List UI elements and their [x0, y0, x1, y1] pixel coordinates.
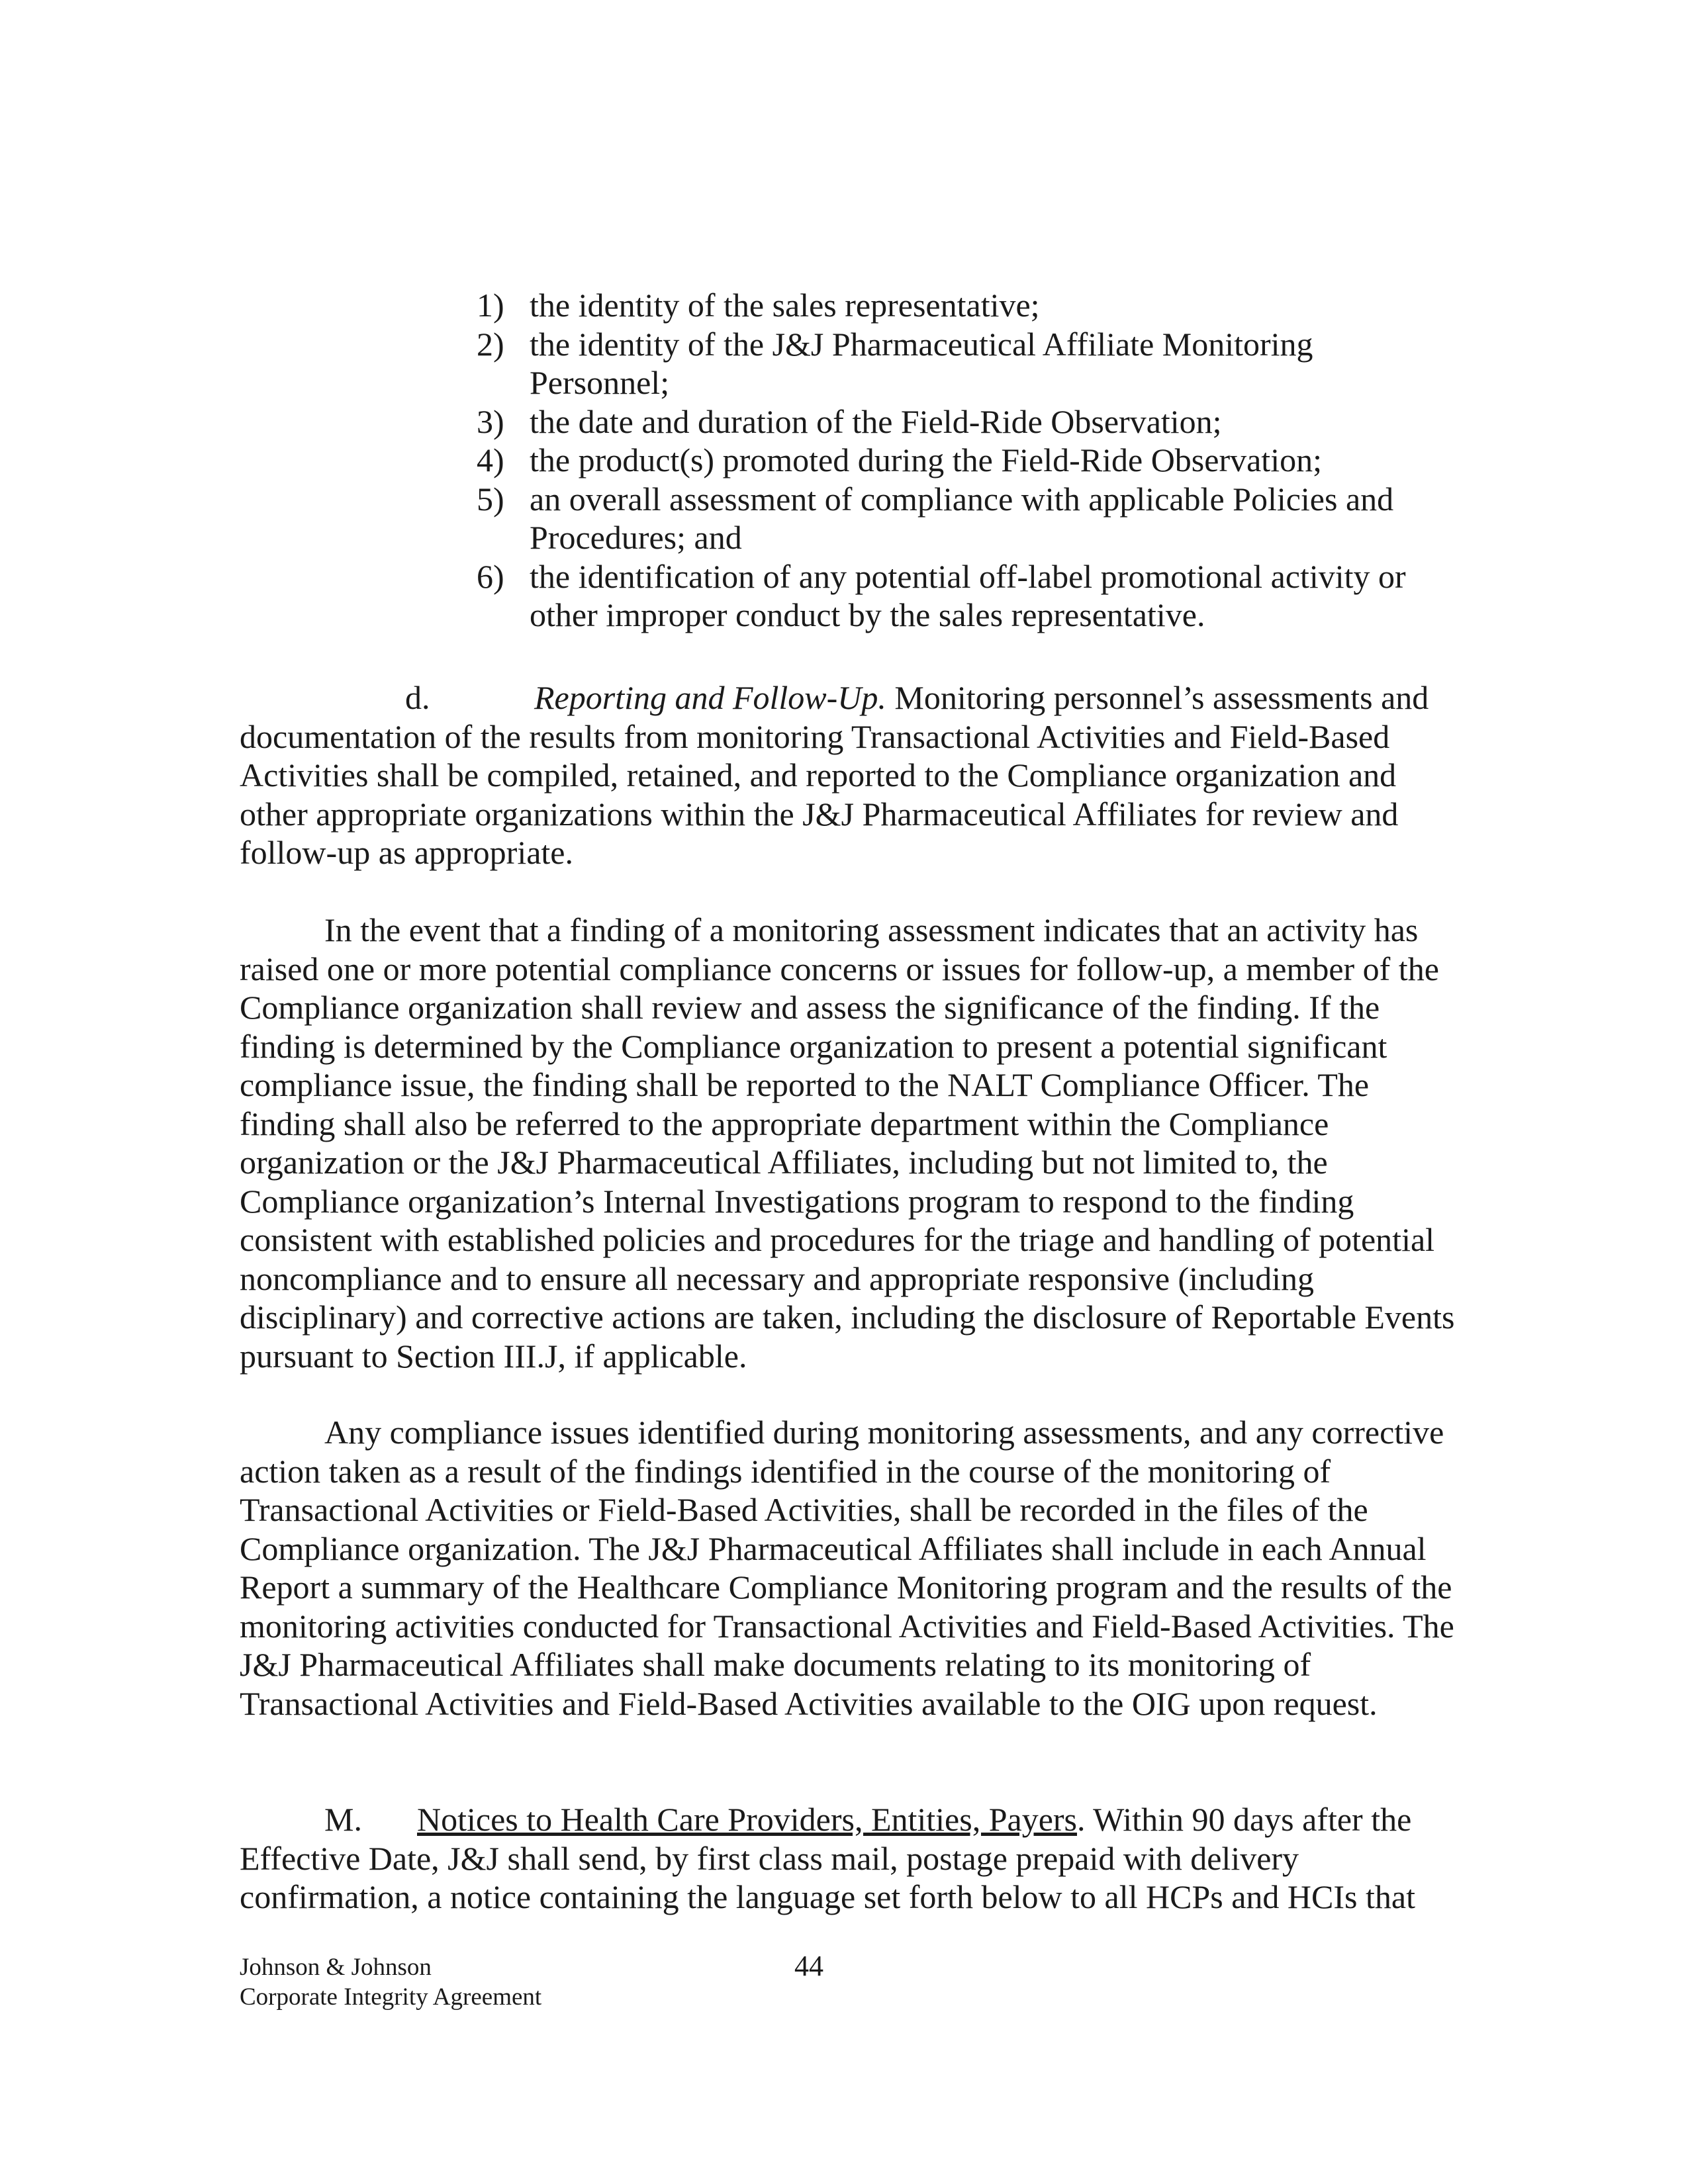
list-item	[463, 557, 1456, 635]
list-number: 3)	[477, 402, 504, 440]
list-item	[463, 402, 1456, 441]
numbered-list	[463, 286, 1456, 635]
list-item	[463, 325, 1456, 402]
compliance-issues-paragraph	[240, 1413, 1458, 1723]
section-m-paragraph	[240, 1800, 1458, 1917]
page-number: 44	[794, 1950, 823, 1982]
section-d-label: d.	[405, 679, 430, 716]
finding-paragraph	[240, 911, 1458, 1375]
footer-company: Johnson & Johnson	[240, 1954, 432, 1981]
list-text: the product(s) promoted during the Field-Ride Observation;	[530, 441, 1322, 478]
list-text: the identification of any potential off-label promotional activity or other improper conduct by the sales representative.	[530, 557, 1406, 633]
list-text: the identity of the J&J Pharmaceutical Affiliate Monitoring Personnel;	[530, 325, 1313, 401]
list-number: 5)	[477, 480, 504, 518]
list-text: the date and duration of the Field-Ride Observation;	[530, 402, 1222, 440]
compliance-issues-text: Any compliance issues identified during monitoring assessments, and any corrective action taken as a result of the findings identified in the course of the monitoring of Transactional Activities or Field-Based Activities, shall be recorded in the files of the Compliance organization. The J&J Pharmaceutical Affiliates shall include in each Annual Report a summary of the Healthcare Compliance Monitoring program and the results of the monitoring activities conducted for Transactional Activities and Field-Based Activities. The J&J Pharmaceutical Affiliates shall make documents relating to its monitoring of Transactional Activities and Field-Based Activities available to the OIG upon request.	[240, 1414, 1454, 1722]
list-item	[463, 441, 1456, 480]
footer-document-title: Corporate Integrity Agreement	[240, 1983, 542, 2011]
list-text: an overall assessment of compliance with applicable Policies and Procedures; and	[530, 480, 1394, 556]
list-item	[463, 286, 1456, 325]
section-m-body: . Within 90 days after the Effective Date, J&J shall send, by first class mail, postage prepaid with delivery confirmation, a notice containing the language set forth below to all HCPs and HCIs that	[240, 1801, 1415, 1915]
list-number: 2)	[477, 325, 504, 363]
section-d-heading: Reporting and Follow-Up.	[534, 679, 886, 716]
list-text: the identity of the sales representative;	[530, 287, 1040, 324]
list-number: 1)	[477, 287, 504, 324]
list-number: 4)	[477, 441, 504, 478]
list-item	[463, 480, 1456, 557]
footer-document-info	[240, 1952, 541, 2012]
section-m-heading: Notices to Health Care Providers, Entities, Payers	[417, 1801, 1077, 1838]
section-d-paragraph	[240, 678, 1458, 872]
finding-paragraph-text: In the event that a finding of a monitoring assessment indicates that an activity has raised one or more potential compliance concerns or issues for follow-up, a member of the Compliance organization shall review and assess the significance of the finding. If the finding is determined by the Compliance organization to present a potential significant compliance issue, the finding shall be reported to the NALT Compliance Officer. The finding shall also be referred to the appropriate department within the Compliance organization or the J&J Pharmaceutical Affiliates, including but not limited to, the Compliance organization’s Internal Investigations program to respond to the finding consistent with established policies and procedures for the triage and handling of potential noncompliance and to ensure all necessary and appropriate responsive (including disciplinary) and corrective actions are taken, including the disclosure of Reportable Events pursuant to Section III.J, if applicable.	[240, 911, 1455, 1375]
section-m-label: M.	[324, 1801, 362, 1838]
section-d-body: Monitoring personnel’s assessments and documentation of the results from monitoring Transactional Activities and Field-Based Activities shall be compiled, retained, and reported to the Compliance organization and other appropriate organizations within the J&J Pharmaceutical Affiliates for review and follow-up as appropriate.	[240, 679, 1429, 871]
list-number: 6)	[477, 557, 504, 595]
